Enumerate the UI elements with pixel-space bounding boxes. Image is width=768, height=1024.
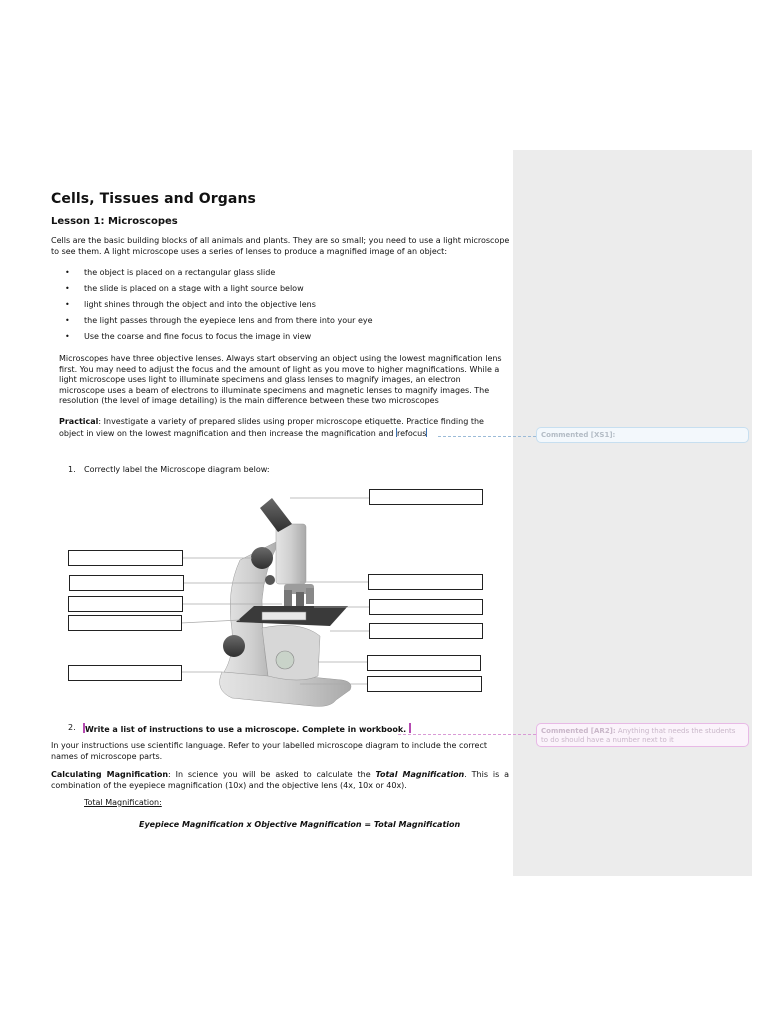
- question-2-number: 2.: [68, 723, 76, 732]
- label-box-left-2[interactable]: [69, 575, 184, 591]
- calc-paragraph: [51, 770, 509, 791]
- coarse-focus-knob: [251, 547, 273, 569]
- comment-1-author: Commented [XS1]:: [541, 431, 616, 439]
- practical-label: Practical: [59, 417, 99, 426]
- light-source: [276, 651, 294, 669]
- calc-text-b: . This is a combination of the eyepiece magnification (10x) and the objective lens (4x, 10x or 40x).: [51, 770, 510, 790]
- question-1-number: 1.: [68, 465, 76, 474]
- practical-refocus: refocus: [397, 428, 427, 438]
- comment-2-author: Commented [AR2]:: [541, 727, 616, 735]
- objective-lens-3: [306, 588, 314, 604]
- comment-2-text: Anything that needs the students to do should have a number next to it: [541, 727, 736, 744]
- comments-margin-pane: [513, 150, 752, 876]
- label-box-right-4[interactable]: [367, 655, 481, 671]
- label-box-left-3[interactable]: [68, 596, 183, 612]
- objective-lens-1: [284, 590, 292, 608]
- body-tube: [276, 524, 306, 584]
- label-box-right-3[interactable]: [369, 623, 483, 639]
- lesson-heading: Lesson 1: Microscopes: [51, 216, 178, 227]
- document-title: Cells, Tissues and Organs: [51, 191, 256, 207]
- list-item: • Use the coarse and fine focus to focus the image in view: [60, 332, 373, 348]
- comment-1-balloon[interactable]: [536, 427, 749, 443]
- label-box-eyepiece[interactable]: [369, 489, 483, 505]
- total-magnification-label: Total Magnification:: [84, 798, 162, 807]
- objectives-paragraph: Microscopes have three objective lenses. Always start observing an object using the lowest magnification lens first. You may need to adjust the focus and the amount of light as you move to higher magnifications. While a light microscope uses light to illuminate specimens and glass lenses to magnify images, an electron microscope uses a beam of electrons to illuminate specimens and magnetic lenses to magnify images. The resolution (the level of image detailing) is the main difference between these two microscopes: [59, 354, 502, 405]
- label-box-left-5[interactable]: [68, 665, 182, 681]
- practical-text-2: object in view on the lowest magnification and then increase the magnification and: [59, 428, 397, 438]
- instructions-note: In your instructions use scientific language. Refer to your labelled microscope diagram to include the correct names of microscope parts.: [51, 741, 487, 761]
- glass-slide: [262, 612, 306, 620]
- calc-label: Calculating Magnification: [51, 770, 169, 779]
- lower-knob: [223, 635, 245, 657]
- magnification-formula: Eyepiece Magnification x Objective Magnification = Total Magnification: [139, 820, 461, 829]
- question-1-text: Correctly label the Microscope diagram below:: [84, 465, 270, 474]
- comment-2-connector: [398, 734, 536, 735]
- comment-1-connector: [438, 436, 536, 437]
- question-2-line: [83, 723, 411, 734]
- label-box-right-2[interactable]: [369, 599, 483, 615]
- label-box-right-5[interactable]: [367, 676, 482, 692]
- calc-emphasis: Total Magnification: [375, 770, 465, 779]
- question-2-text: Write a list of instructions to use a microscope. Complete in workbook.: [85, 725, 407, 734]
- label-box-right-1[interactable]: [368, 574, 483, 590]
- list-item: • the slide is placed on a stage with a light source below: [60, 284, 373, 300]
- intro-paragraph: Cells are the basic building blocks of all animals and plants. They are so small; you need to use a light microscope to see them. A light microscope uses a series of lenses to produce a magnified image of an object:: [51, 236, 510, 256]
- practical-text-1: : Investigate a variety of prepared slides using proper microscope etiquette. Practice finding the: [98, 417, 484, 426]
- list-item: • light shines through the object and into the objective lens: [60, 300, 373, 316]
- microscope-lower-body: [262, 625, 320, 680]
- list-item: • the object is placed on a rectangular glass slide: [60, 268, 373, 284]
- comment-2-balloon[interactable]: [536, 723, 749, 747]
- label-box-left-1[interactable]: [68, 550, 183, 566]
- fine-focus-knob: [265, 575, 275, 585]
- label-box-left-4[interactable]: [68, 615, 182, 631]
- calc-text-a: : In science you will be asked to calculate the: [168, 770, 376, 779]
- list-item: • the light passes through the eyepiece lens and from there into your eye: [60, 316, 373, 332]
- comment-anchor-cursor-end[interactable]: [409, 723, 411, 733]
